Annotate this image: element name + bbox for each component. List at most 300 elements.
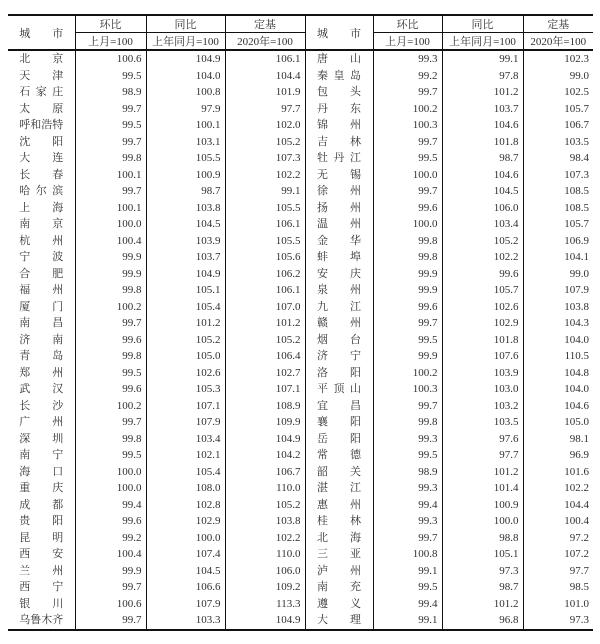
city-name: 泉州 xyxy=(317,284,361,296)
city-name: 常德 xyxy=(317,449,361,461)
city-name: 济宁 xyxy=(317,350,361,362)
index-value-cell: 102.8 xyxy=(146,497,225,514)
city-name: 南充 xyxy=(317,581,361,593)
table-row xyxy=(8,365,593,382)
header-yoy-base-right: 上年同月=100 xyxy=(442,33,523,51)
index-value-cell: 97.7 xyxy=(569,564,589,577)
index-value-cell: 99.7 xyxy=(75,612,146,630)
index-value-cell: 103.9 xyxy=(442,365,523,382)
index-value-cell: 106.7 xyxy=(225,464,305,481)
index-value-cell: 99.1 xyxy=(442,50,523,68)
index-value-cell: 99.9 xyxy=(373,348,442,365)
header-row-top xyxy=(8,15,593,33)
index-value-cell: 99.3 xyxy=(373,50,442,68)
city-name: 遵义 xyxy=(317,597,361,610)
table-header xyxy=(8,15,593,50)
city-cell xyxy=(8,365,75,382)
city-cell xyxy=(8,101,75,118)
city-name: 吉林 xyxy=(317,135,361,148)
city-name: 平顶山 xyxy=(317,383,361,395)
city-cell xyxy=(305,513,373,530)
index-value-cell: 100.6 xyxy=(75,596,146,613)
index-value-cell: 106.2 xyxy=(225,266,305,283)
index-value-cell: 103.9 xyxy=(146,233,225,250)
city-cell xyxy=(305,348,373,365)
index-value-cell: 99.7 xyxy=(373,134,442,151)
index-value-cell: 99.2 xyxy=(75,530,146,547)
index-value-cell: 108.5 xyxy=(564,201,589,214)
city-cell xyxy=(8,381,75,398)
index-value-cell: 100.0 xyxy=(373,216,442,233)
index-value-cell: 102.1 xyxy=(146,447,225,464)
index-value-cell: 105.6 xyxy=(225,249,305,266)
city-name: 包头 xyxy=(317,86,361,98)
city-name: 北海 xyxy=(317,531,361,544)
index-value-cell: 104.1 xyxy=(564,251,589,263)
city-cell xyxy=(8,84,75,101)
index-value-cell: 103.8 xyxy=(146,200,225,217)
city-name: 广州 xyxy=(19,416,64,428)
index-value-cell: 109.9 xyxy=(225,414,305,431)
city-cell xyxy=(8,315,75,332)
city-name: 成都 xyxy=(19,498,64,511)
city-cell xyxy=(305,117,373,134)
city-cell xyxy=(305,546,373,563)
index-value-cell: 97.9 xyxy=(146,101,225,118)
index-value-cell: 107.9 xyxy=(146,596,225,613)
city-cell xyxy=(305,249,373,266)
city-name: 桂林 xyxy=(317,515,361,527)
header-yoy-base-left: 上年同月=100 xyxy=(146,33,225,51)
table-row xyxy=(8,546,593,563)
index-value-cell: 102.2 xyxy=(225,167,305,184)
table-row xyxy=(8,612,593,630)
index-value-cell: 108.0 xyxy=(146,480,225,497)
index-value-cell: 100.4 xyxy=(75,233,146,250)
city-name: 银川 xyxy=(19,597,64,610)
index-value-cell: 110.0 xyxy=(225,546,305,563)
index-value-cell: 105.5 xyxy=(146,150,225,167)
index-value-cell: 99.9 xyxy=(75,563,146,580)
index-value-cell: 104.3 xyxy=(564,317,589,329)
index-value-cell: 104.9 xyxy=(146,266,225,283)
index-value-cell: 99.5 xyxy=(373,150,442,167)
city-cell xyxy=(305,299,373,316)
index-value-cell: 99.6 xyxy=(373,200,442,217)
header-row-sub xyxy=(8,33,593,51)
index-value-cell: 100.8 xyxy=(373,546,442,563)
header-city-right-label: 城市 xyxy=(317,27,361,40)
table-row xyxy=(8,414,593,431)
index-value-cell: 100.4 xyxy=(564,515,589,527)
city-name: 南宁 xyxy=(19,449,64,461)
city-name: 上海 xyxy=(19,201,64,214)
header-city-right xyxy=(305,15,373,50)
index-value-cell: 104.9 xyxy=(225,431,305,448)
index-value-cell: 97.7 xyxy=(225,101,305,118)
city-name: 郑州 xyxy=(19,366,64,379)
city-cell xyxy=(305,497,373,514)
index-value-cell: 97.3 xyxy=(569,614,589,626)
index-value-cell: 99.9 xyxy=(75,249,146,266)
city-cell xyxy=(8,167,75,184)
city-name: 三亚 xyxy=(317,548,361,560)
city-name: 锦州 xyxy=(317,119,361,131)
city-name: 济南 xyxy=(19,333,64,346)
city-name: 金华 xyxy=(317,234,361,247)
index-value-cell: 101.4 xyxy=(442,480,523,497)
city-name: 湛江 xyxy=(317,482,361,494)
city-name: 厦门 xyxy=(19,300,64,313)
index-value-cell: 101.2 xyxy=(442,596,523,613)
index-value-cell: 107.0 xyxy=(225,299,305,316)
index-value-cell: 105.2 xyxy=(225,332,305,349)
index-value-cell: 106.1 xyxy=(225,282,305,299)
table-row xyxy=(8,431,593,448)
city-name: 天津 xyxy=(19,69,64,82)
city-cell xyxy=(305,183,373,200)
city-cell xyxy=(305,50,373,68)
index-value-cell: 105.4 xyxy=(146,299,225,316)
city-cell xyxy=(8,233,75,250)
header-mom-base-right: 上月=100 xyxy=(373,33,442,51)
index-value-cell: 98.7 xyxy=(146,183,225,200)
city-cell xyxy=(305,579,373,596)
index-value-cell: 100.6 xyxy=(75,50,146,68)
city-cell xyxy=(8,579,75,596)
index-value-cell: 99.5 xyxy=(373,332,442,349)
table-row xyxy=(8,579,593,596)
table-row xyxy=(8,200,593,217)
city-name: 海口 xyxy=(19,465,64,478)
index-value-cell: 109.2 xyxy=(225,579,305,596)
city-cell xyxy=(8,332,75,349)
city-name: 牡丹江 xyxy=(317,152,361,164)
city-cell xyxy=(305,381,373,398)
city-name: 岳阳 xyxy=(317,432,361,445)
index-value-cell: 106.9 xyxy=(564,234,589,247)
index-value-cell: 99.0 xyxy=(569,267,589,280)
city-cell xyxy=(305,282,373,299)
city-name: 哈尔滨 xyxy=(19,185,64,197)
city-cell xyxy=(8,414,75,431)
index-value-cell: 99.7 xyxy=(75,579,146,596)
index-value-cell: 104.5 xyxy=(146,563,225,580)
header-mom-left: 环比 xyxy=(75,15,146,33)
city-cell xyxy=(305,398,373,415)
index-value-cell: 104.2 xyxy=(225,447,305,464)
index-value-cell: 103.3 xyxy=(146,612,225,630)
index-value-cell: 105.2 xyxy=(225,497,305,514)
table-row xyxy=(8,315,593,332)
index-value-cell: 98.5 xyxy=(569,581,589,593)
city-name: 安庆 xyxy=(317,267,361,280)
index-value-cell: 107.3 xyxy=(225,150,305,167)
city-name: 大连 xyxy=(19,152,64,164)
city-name: 温州 xyxy=(317,218,361,230)
city-cell xyxy=(305,480,373,497)
header-city-left xyxy=(8,15,75,50)
index-value-cell: 101.2 xyxy=(442,464,523,481)
city-name: 扬州 xyxy=(317,201,361,214)
index-value-cell: 105.7 xyxy=(442,282,523,299)
index-value-cell: 104.5 xyxy=(146,216,225,233)
index-value-cell: 99.7 xyxy=(75,315,146,332)
table-row xyxy=(8,84,593,101)
index-value-cell: 105.4 xyxy=(146,464,225,481)
index-value-cell: 104.6 xyxy=(442,117,523,134)
index-value-cell: 101.2 xyxy=(442,84,523,101)
city-cell xyxy=(305,365,373,382)
index-value-cell: 108.5 xyxy=(564,185,589,197)
city-cell xyxy=(8,348,75,365)
index-value-cell: 98.4 xyxy=(569,152,589,164)
index-value-cell: 102.6 xyxy=(442,299,523,316)
city-cell xyxy=(305,431,373,448)
table-row xyxy=(8,398,593,415)
city-cell xyxy=(305,150,373,167)
city-cell xyxy=(305,216,373,233)
city-name: 无锡 xyxy=(317,168,361,181)
table-row xyxy=(8,497,593,514)
city-name: 福州 xyxy=(19,284,64,296)
city-cell xyxy=(305,414,373,431)
index-value-cell: 106.1 xyxy=(225,216,305,233)
index-value-cell: 105.0 xyxy=(564,416,589,428)
index-value-cell: 103.4 xyxy=(442,216,523,233)
city-cell xyxy=(8,68,75,85)
index-value-cell: 101.0 xyxy=(564,597,589,610)
index-value-cell: 97.8 xyxy=(442,68,523,85)
index-value-cell: 102.9 xyxy=(442,315,523,332)
city-name: 惠州 xyxy=(317,498,361,511)
table-row xyxy=(8,183,593,200)
index-value-cell: 99.5 xyxy=(75,365,146,382)
index-value-cell: 99.6 xyxy=(75,381,146,398)
index-value-cell: 99.5 xyxy=(75,447,146,464)
index-value-cell: 105.7 xyxy=(564,102,589,115)
city-name: 昆明 xyxy=(19,531,64,544)
index-value-cell: 99.3 xyxy=(373,480,442,497)
index-value-cell: 97.6 xyxy=(442,431,523,448)
index-value-cell: 99.9 xyxy=(75,266,146,283)
table-row xyxy=(8,167,593,184)
index-value-cell: 101.6 xyxy=(564,465,589,478)
index-value-cell: 100.9 xyxy=(442,497,523,514)
city-name: 太原 xyxy=(19,102,64,115)
index-value-cell: 102.7 xyxy=(225,365,305,382)
index-value-cell: 99.8 xyxy=(75,282,146,299)
table-row xyxy=(8,282,593,299)
city-cell xyxy=(305,612,373,630)
index-value-cell: 103.5 xyxy=(442,414,523,431)
index-value-cell: 99.7 xyxy=(373,84,442,101)
index-value-cell: 103.7 xyxy=(442,101,523,118)
header-fixed-left: 定基 xyxy=(225,15,305,33)
table-row xyxy=(8,117,593,134)
table-row xyxy=(8,348,593,365)
city-cell xyxy=(8,464,75,481)
index-value-cell: 99.5 xyxy=(373,579,442,596)
city-name: 泸州 xyxy=(317,564,361,577)
index-value-cell: 104.0 xyxy=(564,383,589,395)
city-cell xyxy=(305,233,373,250)
index-value-cell: 100.2 xyxy=(373,365,442,382)
city-name: 重庆 xyxy=(19,482,64,494)
header-mom-base-left: 上月=100 xyxy=(75,33,146,51)
index-value-cell: 104.6 xyxy=(442,167,523,184)
city-name: 洛阳 xyxy=(317,366,361,379)
city-name: 宁波 xyxy=(19,251,64,263)
city-cell xyxy=(8,546,75,563)
city-name: 赣州 xyxy=(317,317,361,329)
city-cell xyxy=(8,398,75,415)
index-value-cell: 99.7 xyxy=(75,134,146,151)
index-value-cell: 104.6 xyxy=(564,399,589,412)
index-value-cell: 110.5 xyxy=(564,350,589,362)
city-name: 烟台 xyxy=(317,333,361,346)
city-name: 长沙 xyxy=(19,399,64,412)
city-cell xyxy=(8,530,75,547)
city-name: 贵阳 xyxy=(19,515,64,527)
city-cell xyxy=(305,447,373,464)
index-value-cell: 96.9 xyxy=(569,449,589,461)
index-value-cell: 100.2 xyxy=(75,398,146,415)
city-cell xyxy=(305,563,373,580)
index-value-cell: 99.5 xyxy=(75,68,146,85)
city-cell xyxy=(305,101,373,118)
index-value-cell: 102.2 xyxy=(225,530,305,547)
index-value-cell: 100.8 xyxy=(146,84,225,101)
table-row xyxy=(8,216,593,233)
index-value-cell: 100.1 xyxy=(75,200,146,217)
index-value-cell: 99.8 xyxy=(373,233,442,250)
city-name: 唐山 xyxy=(317,53,361,65)
city-cell xyxy=(8,596,75,613)
index-value-cell: 99.7 xyxy=(75,183,146,200)
city-cell xyxy=(8,50,75,68)
index-value-cell: 107.9 xyxy=(564,284,589,296)
index-value-cell: 99.8 xyxy=(75,150,146,167)
index-value-cell: 97.2 xyxy=(569,531,589,544)
city-cell xyxy=(8,117,75,134)
index-value-cell: 99.1 xyxy=(225,183,305,200)
index-value-cell: 98.9 xyxy=(75,84,146,101)
index-value-cell: 99.1 xyxy=(373,563,442,580)
city-name: 南昌 xyxy=(19,317,64,329)
table-row xyxy=(8,530,593,547)
table-row xyxy=(8,563,593,580)
index-value-cell: 99.7 xyxy=(75,101,146,118)
index-value-cell: 107.9 xyxy=(146,414,225,431)
city-name: 杭州 xyxy=(19,234,64,247)
city-name: 徐州 xyxy=(317,185,361,197)
city-name: 南京 xyxy=(19,218,64,230)
city-cell xyxy=(8,447,75,464)
city-cell xyxy=(305,266,373,283)
index-value-cell: 105.1 xyxy=(442,546,523,563)
index-value-cell: 113.3 xyxy=(225,596,305,613)
index-value-cell: 102.5 xyxy=(564,86,589,98)
index-value-cell: 99.7 xyxy=(373,530,442,547)
index-value-cell: 107.1 xyxy=(146,398,225,415)
index-value-cell: 99.7 xyxy=(75,414,146,431)
city-cell xyxy=(305,134,373,151)
index-value-cell: 100.0 xyxy=(146,530,225,547)
city-cell xyxy=(8,249,75,266)
index-value-cell: 97.3 xyxy=(442,563,523,580)
index-value-cell: 100.4 xyxy=(75,546,146,563)
city-cell xyxy=(8,480,75,497)
index-value-cell: 96.8 xyxy=(442,612,523,630)
index-value-cell: 103.8 xyxy=(564,300,589,313)
index-value-cell: 103.0 xyxy=(442,381,523,398)
index-value-cell: 107.4 xyxy=(146,546,225,563)
city-name: 西安 xyxy=(19,548,64,560)
index-value-cell: 103.5 xyxy=(564,135,589,148)
city-cell xyxy=(8,497,75,514)
header-yoy-right: 同比 xyxy=(442,15,523,33)
city-cell xyxy=(305,530,373,547)
city-cell xyxy=(305,464,373,481)
table-row xyxy=(8,381,593,398)
city-name: 丹东 xyxy=(317,102,361,115)
city-cell xyxy=(305,596,373,613)
index-value-cell: 99.6 xyxy=(373,299,442,316)
index-value-cell: 105.2 xyxy=(146,332,225,349)
city-name: 九江 xyxy=(317,300,361,313)
city-cell xyxy=(305,332,373,349)
index-value-cell: 99.3 xyxy=(373,513,442,530)
city-name: 韶关 xyxy=(317,465,361,478)
city-name: 长春 xyxy=(19,168,64,181)
index-value-cell: 99.5 xyxy=(373,447,442,464)
index-value-cell: 99.0 xyxy=(569,69,589,82)
header-mom-right: 环比 xyxy=(373,15,442,33)
table-row xyxy=(8,249,593,266)
index-value-cell: 99.7 xyxy=(373,183,442,200)
header-yoy-left: 同比 xyxy=(146,15,225,33)
city-cell xyxy=(8,282,75,299)
index-value-cell: 106.6 xyxy=(146,579,225,596)
index-value-cell: 98.7 xyxy=(442,579,523,596)
city-cell xyxy=(305,68,373,85)
index-value-cell: 104.9 xyxy=(225,612,305,630)
index-value-cell: 100.2 xyxy=(373,101,442,118)
index-value-cell: 103.4 xyxy=(146,431,225,448)
city-cell xyxy=(8,216,75,233)
index-value-cell: 106.0 xyxy=(225,563,305,580)
index-value-cell: 99.6 xyxy=(75,332,146,349)
city-cell xyxy=(8,183,75,200)
index-value-cell: 106.0 xyxy=(442,200,523,217)
index-value-cell: 110.0 xyxy=(225,480,305,497)
city-cell xyxy=(305,84,373,101)
city-name: 北京 xyxy=(19,53,64,65)
index-value-cell: 107.1 xyxy=(225,381,305,398)
index-value-cell: 103.8 xyxy=(225,513,305,530)
city-name: 武汉 xyxy=(19,383,64,395)
city-cell xyxy=(8,266,75,283)
index-value-cell: 99.5 xyxy=(75,117,146,134)
index-value-cell: 104.8 xyxy=(564,366,589,379)
index-value-cell: 100.0 xyxy=(75,480,146,497)
index-value-cell: 98.7 xyxy=(442,150,523,167)
index-value-cell: 102.0 xyxy=(225,117,305,134)
index-value-cell: 105.2 xyxy=(442,233,523,250)
index-value-cell: 99.9 xyxy=(373,282,442,299)
city-name: 石家庄 xyxy=(19,86,64,98)
